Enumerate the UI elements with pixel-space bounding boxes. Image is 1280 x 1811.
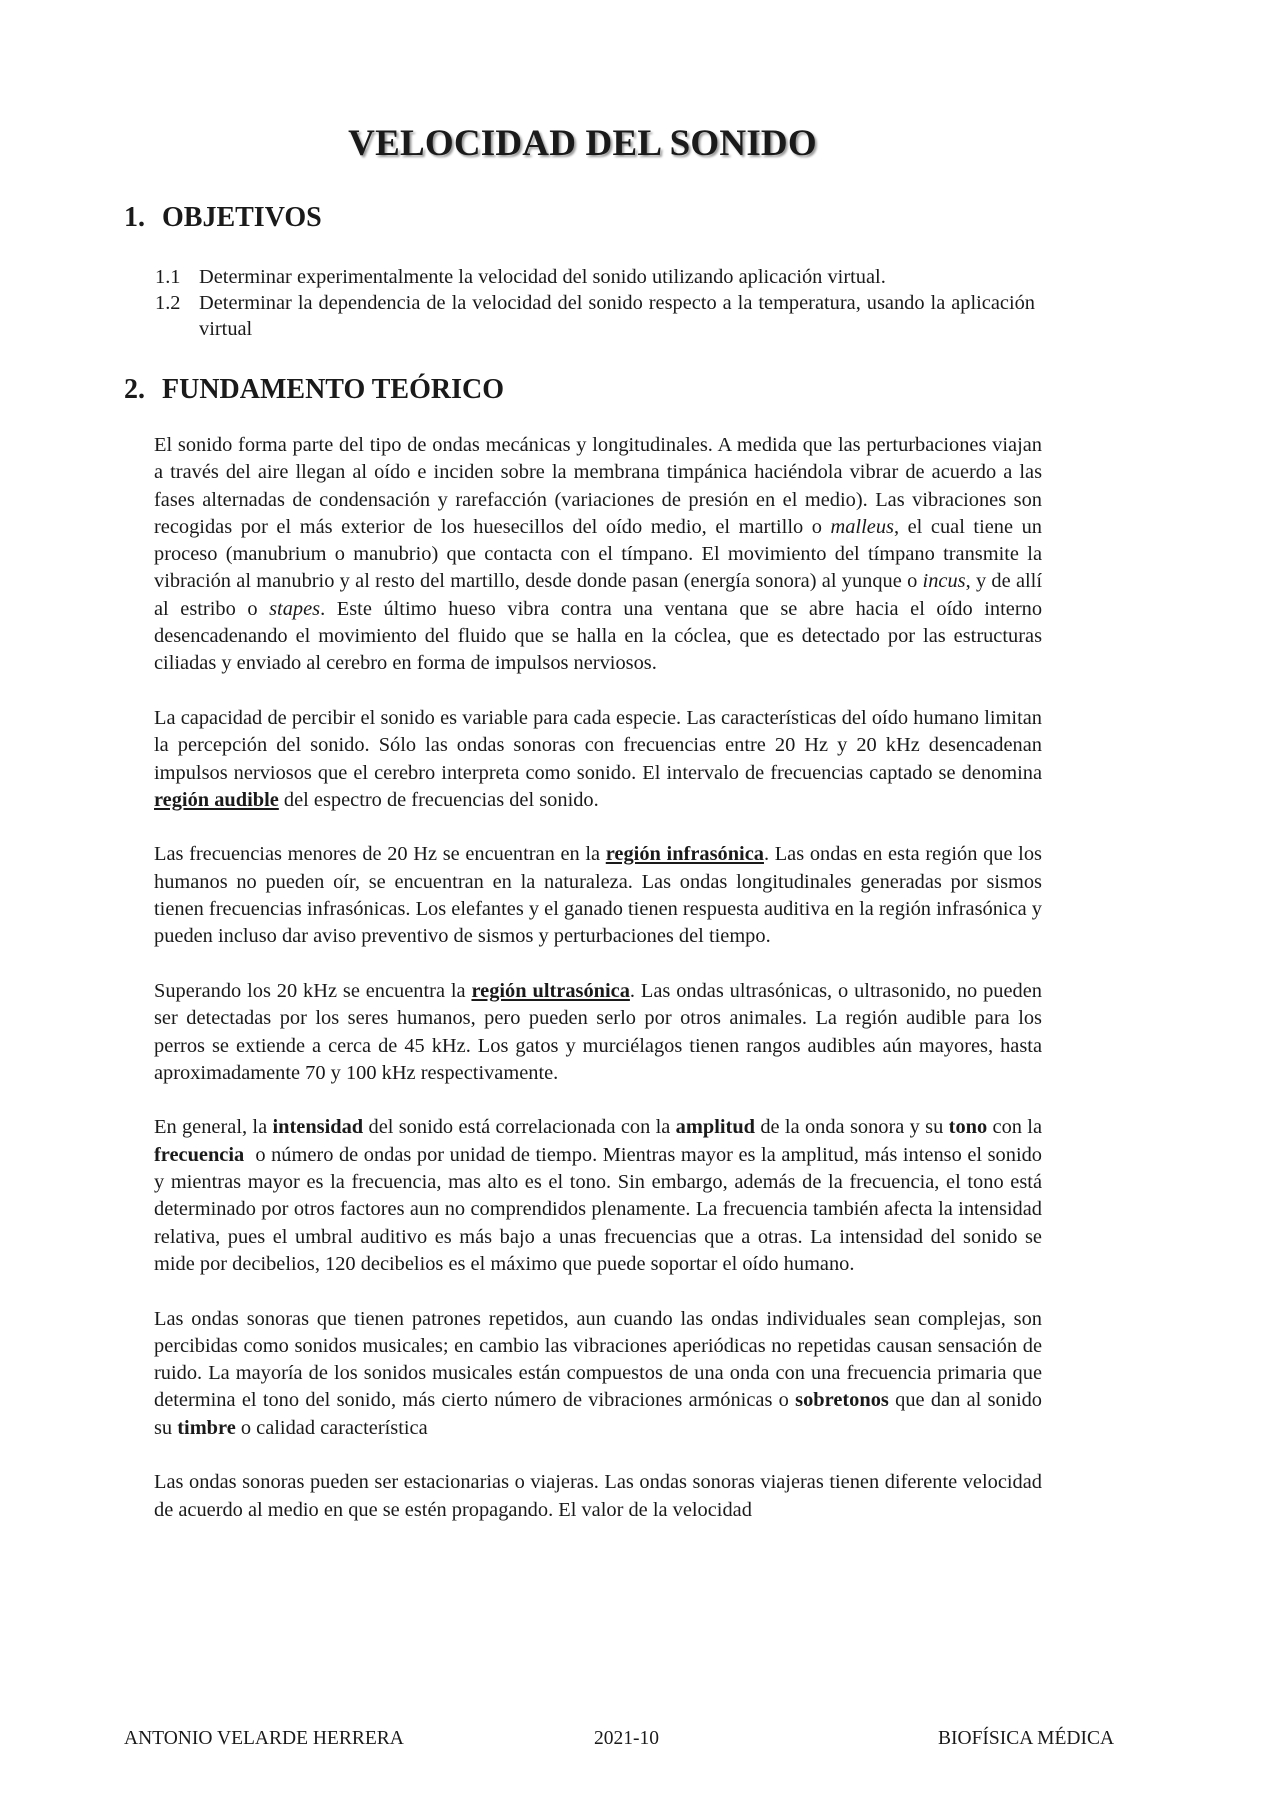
section-title: FUNDAMENTO TEÓRICO	[162, 374, 505, 405]
paragraph-wave-velocity: Las ondas sonoras pueden ser estacionarias o viajeras. Las ondas sonoras viajeras tienen diferente velocidad de acuerdo al medio en que se estén propagando. El valor de la velocidad	[154, 1471, 1042, 1521]
term-tono: tono	[948, 1116, 988, 1139]
section-number: 2.	[124, 374, 145, 405]
objective-item	[155, 264, 1035, 290]
objective-text: Determinar experimentalmente la velocidad del sonido utilizando aplicación virtual.	[199, 266, 886, 288]
term-region-audible: región audible	[154, 788, 279, 811]
section-heading-objetivos	[124, 202, 322, 234]
objective-number: 1.1	[155, 266, 181, 288]
term-intensidad: intensidad	[272, 1116, 364, 1139]
paragraph-audible-region: La capacidad de percibir el sonido es variable para cada especie. Las características del oído humano limitan la percepción del sonido. Sólo las ondas sonoras con frecuencias entre 20 Hz y 20 kHz desencadenan impulsos nerviosos que el cerebro interpreta como sonido. El intervalo de frecuencias captado se denomina región audible del espectro de frecuencias del sonido.	[154, 706, 1042, 811]
objectives-list	[155, 264, 1035, 342]
body-text	[154, 432, 1048, 1524]
term-region-ultrasonica: región ultrasónica	[471, 979, 630, 1002]
section-number: 1.	[124, 202, 145, 233]
term-incus: incus	[922, 570, 966, 593]
paragraph-musical-sounds: Las ondas sonoras que tienen patrones repetidos, aun cuando las ondas individuales sean complejas, son percibidas como sonidos musicales; en cambio las vibraciones aperiódicas no repetidas causan sensación de ruido. La mayoría de los sonidos musicales están compuestos de una onda con una frecuencia primaria que determina el tono del sonido, más cierto número de vibraciones armónicas o sobretonos que dan al sonido su timbre o calidad característica	[154, 1307, 1042, 1439]
section-heading-fundamento	[124, 374, 504, 406]
objective-text: Determinar la dependencia de la velocidad del sonido respecto a la temperatura, usando la aplicación virtual	[199, 292, 1035, 340]
section-title: OBJETIVOS	[162, 202, 322, 233]
term-malleus: malleus	[830, 515, 894, 538]
term-sobretonos: sobretonos	[795, 1389, 889, 1412]
footer-author: ANTONIO VELARDE HERRERA	[124, 1728, 404, 1749]
paragraph-infrasonic-region: Las frecuencias menores de 20 Hz se encuentran en la región infrasónica. Las ondas en esta región que los humanos no pueden oír, se encuentran en la naturaleza. Las ondas longitudinales generadas por sismos tienen frecuencias infrasónicas. Los elefantes y el ganado tienen respuesta auditiva en la región infrasónica y pueden incluso dar aviso preventivo de sismos y perturbaciones del tiempo.	[154, 843, 1042, 948]
paragraph-ultrasonic-region: Superando los 20 kHz se encuentra la región ultrasónica. Las ondas ultrasónicas, o ultrasonido, no pueden ser detectadas por los seres humanos, pero pueden serlo por otros animales. La región audible para los perros se extiende a cerca de 45 kHz. Los gatos y murciélagos tienen rangos audibles aún mayores, hasta aproximadamente 70 y 100 kHz respectivamente.	[154, 979, 1042, 1084]
term-amplitud: amplitud	[675, 1116, 755, 1139]
paragraph-ear-anatomy: El sonido forma parte del tipo de ondas mecánicas y longitudinales. A medida que las perturbaciones viajan a través del aire llegan al oído e inciden sobre la membrana timpánica haciéndola vibrar de acuerdo a las fases alternadas de condensación y rarefacción (variaciones de presión en el medio). Las vibraciones son recogidas por el más exterior de los huesecillos del oído medio, el martillo o malleus, el cual tiene un proceso (manubrium o manubrio) que contacta con el tímpano. El movimiento del tímpano transmite la vibración al manubrio y al resto del martillo, desde donde pasan (energía sonora) al yunque o incus, y de allí al estribo o stapes. Este último hueso vibra contra una ventana que se abre hacia el oído interno desencadenando el movimiento del fluido que se halla en la cóclea, que es detectado por las estructuras ciliadas y enviado al cerebro en forma de impulsos nerviosos.	[154, 434, 1043, 675]
footer-period: 2021-10	[594, 1728, 659, 1749]
footer-course: BIOFÍSICA MÉDICA	[938, 1728, 1115, 1749]
document-title: VELOCIDAD DEL SONIDO	[348, 123, 817, 164]
term-frecuencia: frecuencia	[154, 1143, 245, 1166]
paragraph-intensity: En general, la intensidad del sonido está correlacionada con la amplitud de la onda sonora y su tono con la frecuencia o número de ondas por unidad de tiempo. Mientras mayor es la amplitud, más intenso el sonido y mientras mayor es la frecuencia, mas alto es el tono. Sin embargo, además de la frecuencia, el tono está determinado por otros factores aun no comprendidos plenamente. La frecuencia también afecta la intensidad relativa, pues el umbral auditivo es más bajo a unas frecuencias que a otras. La intensidad del sonido se mide por decibelios, 120 decibelios es el máximo que puede soportar el oído humano.	[154, 1116, 1048, 1275]
term-timbre: timbre	[177, 1416, 236, 1439]
objective-item	[155, 290, 1035, 342]
term-region-infrasonica: región infrasónica	[605, 843, 764, 866]
objective-number: 1.2	[155, 292, 181, 314]
term-stapes: stapes	[269, 597, 321, 620]
